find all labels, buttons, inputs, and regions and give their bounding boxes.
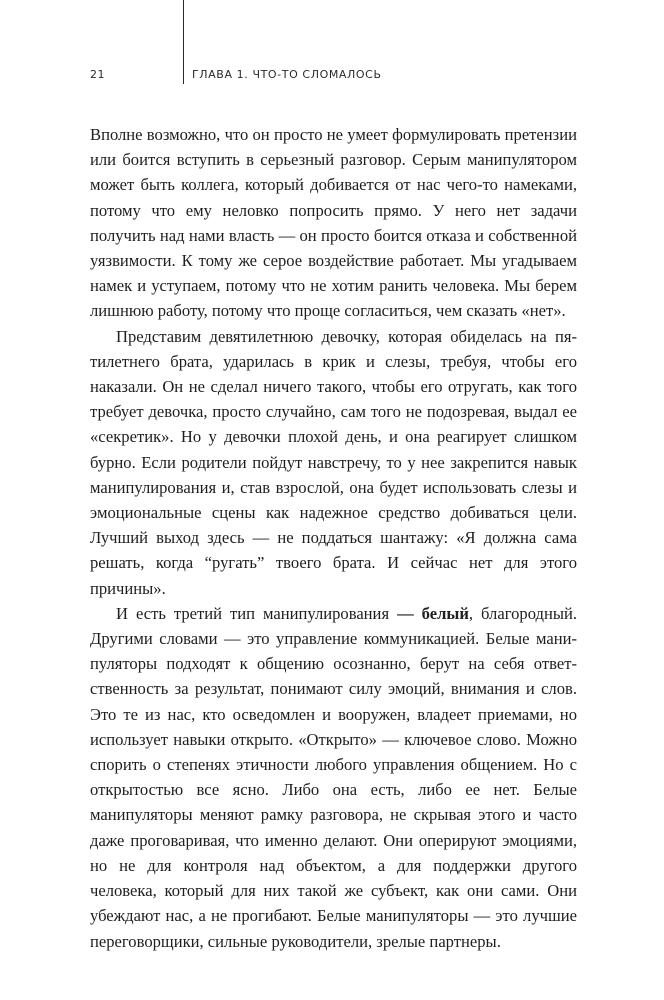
paragraph-1: Вполне возможно, что он просто не умеет формулировать претензии или боится вступить в серьезный разговор. Серым манипулятором может быть коллега, который добивается от нас чего-то намеками, потому что ему неловко попросить прямо. У него нет задачи получить над нами власть — он просто боится отказа и собственной уязвимости. К тому же серое воздействие работает. Мы угадываем намек и уступаем, потому что не хотим ранить человека. Мы берем лишнюю работу, потому что проще согласиться, чем сказать «нет». (90, 125, 577, 321)
running-head: ГЛАВА 1. ЧТО-ТО СЛОМАЛОСЬ (192, 68, 382, 81)
page-number: 21 (90, 68, 105, 81)
paragraph-3-start: И есть третий тип манипулирования (116, 603, 398, 623)
emphasis-white: — белый (397, 603, 469, 623)
paragraph-2: Представим девятилетнюю девочку, которая обиделась на пятилетнего брата, ударилась в крик и слезы, требуя, чтобы его наказали. Он не сделал ничего такого, чтобы его отругать, как того требует девочка, просто случайно, сам того не подозревая, выдал ее «секретик». Но у девочки плохой день, и она реагирует слишком бурно. Если родители пойдут навстречу, то у нее закрепится навык манипулирования и, став взрослой, она будет использовать слезы и эмоциональные сцены как надежное средство добиваться цели. Лучший выход здесь — не поддаться шантажу: «Я должна сама решать, когда “ругать” твоего брата. И сейчас нет для этого причины». (90, 326, 577, 598)
header-divider-line (183, 0, 184, 84)
body-text (90, 122, 577, 954)
paragraph-3-rest: , благородный. Другими словами — это управление коммуникацией. Белые манипуляторы подходят к общению осознанно, берут на себя ответственность за результат, понимают силу эмоций, внимания и слов. Это те из нас, кто осведомлен и вооружен, владеет приемами, но использует навыки открыто. «Открыто» — ключевое слово. Можно спорить о степенях этичности любого управления общением. Но с открытостью все ясно. Либо она есть, либо ее нет. Белые манипуляторы меняют рамку разговора, не скрывая этого и часто даже проговаривая, что именно делают. Они оперируют эмоциями, но не для контроля над объектом, а для поддержки другого человека, который для них такой же субъект, как они сами. Они убеждают нас, а не прогибают. Белые манипуляторы — это лучшие переговорщики, сильные руководители, зрелые партнеры. (90, 603, 578, 951)
paragraph-3 (90, 601, 577, 954)
